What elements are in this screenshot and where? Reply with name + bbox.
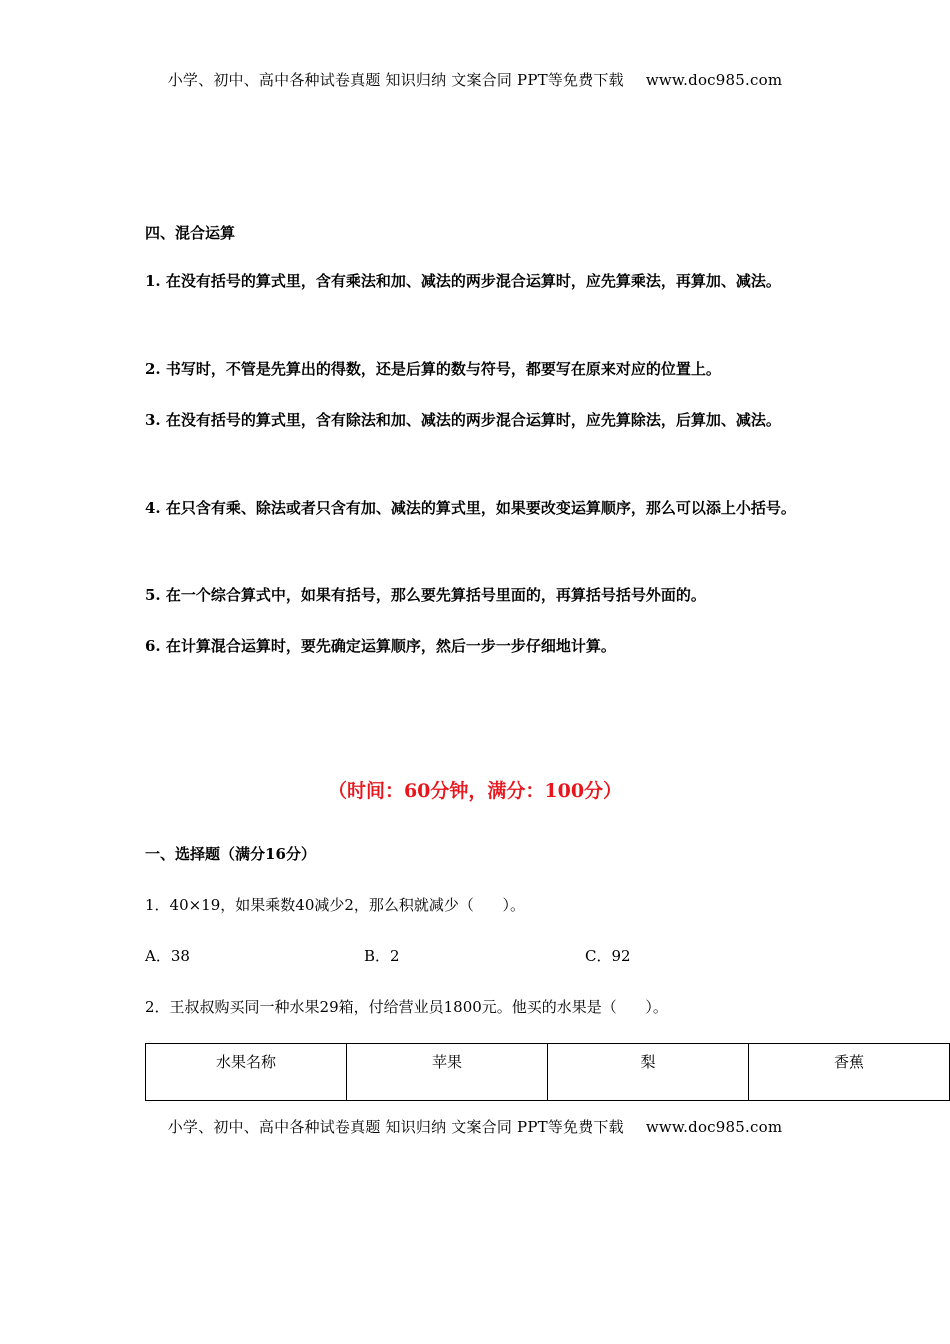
fruit-table: [145, 1043, 950, 1101]
knowledge-item-1: 1. 在没有括号的算式里，含有乘法和加、减法的两步混合运算时，应先算乘法，再算加、减法。: [145, 272, 781, 290]
table-header-cell: 苹果: [347, 1044, 548, 1101]
question-1-option-b: B．2: [364, 947, 400, 965]
question-1-option-c: C．92: [585, 947, 631, 965]
section-title-choice: 一、选择题（满分16分）: [145, 845, 316, 863]
knowledge-item-4: 4. 在只含有乘、除法或者只含有加、减法的算式里，如果要改变运算顺序，那么可以添上小括号。: [145, 499, 796, 517]
footer-url[interactable]: www.doc985.com: [645, 1118, 783, 1136]
question-1: 1．40×19，如果乘数40减少2，那么积就减少（ ）。: [145, 896, 526, 914]
table-header-cell: 梨: [548, 1044, 749, 1101]
table-row: [146, 1044, 950, 1101]
exam-time-score: （时间：60分钟，满分：100分）: [327, 780, 623, 802]
page-header: [0, 69, 950, 90]
footer-text: 小学、初中、高中各种试卷真题 知识归纳 文案合同 PPT等免费下载: [167, 1118, 624, 1136]
question-1-option-a: A．38: [145, 947, 190, 965]
header-text: 小学、初中、高中各种试卷真题 知识归纳 文案合同 PPT等免费下载: [167, 71, 624, 89]
knowledge-item-6: 6. 在计算混合运算时，要先确定运算顺序，然后一步一步仔细地计算。: [145, 637, 616, 655]
knowledge-item-3: 3. 在没有括号的算式里，含有除法和加、减法的两步混合运算时，应先算除法，后算加、减法。: [145, 411, 781, 429]
table-header-cell: 香蕉: [749, 1044, 950, 1101]
question-2: 2．王叔叔购买同一种水果29箱，付给营业员1800元。他买的水果是（ ）。: [145, 998, 668, 1016]
header-url[interactable]: www.doc985.com: [645, 71, 783, 89]
table-header-cell: 水果名称: [146, 1044, 347, 1101]
page-footer: [0, 1116, 950, 1137]
section-title-mixed-operations: 四、混合运算: [145, 224, 236, 242]
knowledge-item-5: 5. 在一个综合算式中，如果有括号，那么要先算括号里面的，再算括号括号外面的。: [145, 586, 706, 604]
knowledge-item-2: 2. 书写时，不管是先算出的得数，还是后算的数与符号，都要写在原来对应的位置上。: [145, 360, 721, 378]
